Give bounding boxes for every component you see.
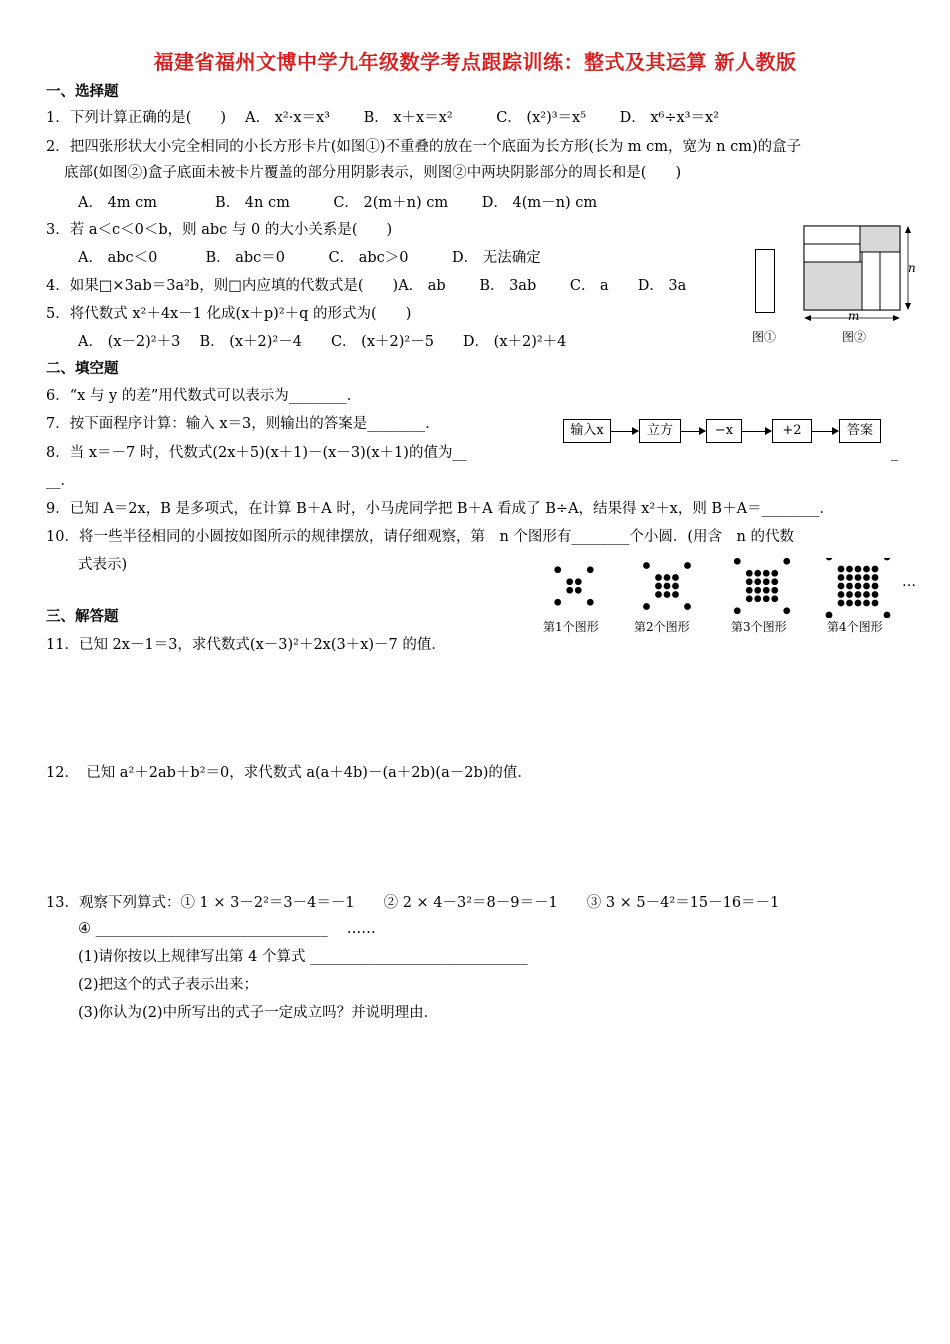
- dot: [746, 570, 753, 577]
- question-6: 6．“x 与 y 的差”用代数式可以表示为________．: [46, 388, 362, 404]
- dot: [771, 587, 778, 594]
- question-3-options: A． abc＜0 B． abc＝0 C． abc＞0 D． 无法确定: [78, 250, 541, 266]
- dot-pattern-figures: [540, 558, 920, 618]
- dot: [771, 578, 778, 585]
- flow-step-answer: 答案: [839, 419, 881, 443]
- question-9: 9．已知 A＝2x，B 是多项式，在计算 B＋A 时，小马虎同学把 B＋A 看成了 B÷A，结果得 x²＋x，则 B＋A＝________．: [46, 501, 835, 517]
- dot: [763, 578, 770, 585]
- question-8-blank-end: _: [891, 445, 899, 461]
- dot: [754, 587, 761, 594]
- question-13-item-4: ④ ________________________________ ……: [78, 921, 376, 937]
- dot: [763, 587, 770, 594]
- dot: [863, 591, 870, 598]
- dot: [838, 574, 845, 581]
- question-2-options: A． 4m cm B． 4n cm C． 2(m＋n) cm D． 4(m－n) cm: [78, 195, 598, 211]
- dot: [855, 574, 862, 581]
- flow-step-cube: 立方: [639, 419, 681, 443]
- dot: [575, 578, 582, 585]
- dot: [872, 583, 879, 590]
- corner-dot: [884, 612, 891, 618]
- figure-box-diagram: [796, 222, 926, 332]
- flow-arrow-icon: [680, 431, 705, 432]
- label-m: m: [848, 309, 860, 323]
- dot: [746, 587, 753, 594]
- question-3: 3．若 a＜c＜0＜b，则 abc 与 0 的大小关系是( ): [46, 222, 393, 238]
- question-8: 8．当 x＝－7 时，代数式(2x＋5)(x＋1)－(x－3)(x＋1)的值为__: [46, 445, 467, 461]
- dot: [566, 587, 573, 594]
- dot: [872, 574, 879, 581]
- flow-step-minus-x: −x: [706, 419, 742, 443]
- dot: [672, 574, 679, 581]
- dot: [855, 600, 862, 607]
- dot: [754, 570, 761, 577]
- corner-dot: [783, 607, 790, 614]
- corner-dot: [554, 599, 561, 606]
- dot-figure-caption-4: 第4个图形: [827, 620, 883, 634]
- dot: [672, 591, 679, 598]
- dot: [754, 595, 761, 602]
- flow-step-input: 输入x: [563, 419, 611, 443]
- flow-arrow-icon: [741, 431, 771, 432]
- figure-2-caption: 图②: [842, 330, 867, 344]
- dot: [863, 600, 870, 607]
- corner-dot: [783, 558, 790, 565]
- question-5: 5．将代数式 x²＋4x－1 化成(x＋p)²＋q 的形式为( ): [46, 306, 412, 322]
- page-title: 福建省福州文博中学九年级数学考点跟踪训练：整式及其运算 新人教版: [153, 50, 797, 74]
- section-heading-choice: 一、选择题: [46, 84, 119, 100]
- figure-card: [755, 249, 775, 313]
- figure-1-caption: 图①: [752, 330, 777, 344]
- corner-dot: [684, 562, 691, 569]
- question-11: 11．已知 2x－1＝3，求代数式(x－3)²＋2x(3＋x)－7 的值．: [46, 637, 446, 653]
- dot: [664, 591, 671, 598]
- dot: [846, 574, 853, 581]
- dot: [664, 583, 671, 590]
- question-4: 4．如果□×3ab＝3a²b，则□内应填的代数式是( )A． ab B． 3ab C． a D． 3a: [46, 278, 687, 294]
- dot: [746, 578, 753, 585]
- dot: [763, 570, 770, 577]
- dot: [575, 587, 582, 594]
- dot: [846, 583, 853, 590]
- dot: [855, 566, 862, 573]
- dot: [754, 578, 761, 585]
- question-13-part-3: (3)你认为(2)中所写出的式子一定成立吗？并说明理由．: [78, 1005, 439, 1021]
- dot-figure-caption-2: 第2个图形: [634, 620, 690, 634]
- dot: [655, 591, 662, 598]
- dot: [746, 595, 753, 602]
- dot: [771, 595, 778, 602]
- dot: [846, 566, 853, 573]
- dot: [566, 578, 573, 585]
- dot: [863, 574, 870, 581]
- dot: [855, 583, 862, 590]
- dot: [664, 574, 671, 581]
- corner-dot: [643, 603, 650, 610]
- dot: [838, 600, 845, 607]
- dot: [838, 566, 845, 573]
- question-1: 1．下列计算正确的是( ) A． x²·x＝x³ B． x＋x＝x² C． (x²)³＝x⁵ D． x⁶÷x³＝x²: [46, 110, 719, 126]
- dot-figure-caption-3: 第3个图形: [731, 620, 787, 634]
- section-heading-fill: 二、填空题: [46, 361, 119, 377]
- corner-dot: [826, 558, 833, 560]
- dot: [872, 600, 879, 607]
- dot: [771, 570, 778, 577]
- flow-step-plus-2: +2: [772, 419, 812, 443]
- question-10: 10．将一些半径相同的小圆按如图所示的规律摆放，请仔细观察，第 n 个图形有________个小圆．(用含 n 的代数: [46, 529, 794, 545]
- question-10-cont: 式表示): [78, 557, 128, 573]
- corner-dot: [587, 599, 594, 606]
- question-12: 12． 已知 a²＋2ab＋b²＝0，求代数式 a(a＋4b)－(a＋2b)(a－2b)的值．: [46, 765, 532, 781]
- corner-dot: [734, 558, 741, 565]
- dot: [872, 566, 879, 573]
- question-13-part-1: (1)请你按以上规律写出第 4 个算式 ______________________________: [78, 949, 528, 965]
- dot: [872, 591, 879, 598]
- corner-dot: [734, 607, 741, 614]
- corner-dot: [884, 558, 891, 560]
- corner-dot: [643, 562, 650, 569]
- dot-ellipsis: …: [902, 574, 916, 590]
- question-13-part-2: (2)把这个的式子表示出来；: [78, 977, 259, 993]
- corner-dot: [684, 603, 691, 610]
- question-13: 13．观察下列算式：① 1 × 3－2²＝3－4＝－1 ② 2 × 4－3²＝8－9＝－1 ③ 3 × 5－4²＝15－16＝－1: [46, 895, 780, 911]
- dot: [863, 566, 870, 573]
- question-2-cont: 底部(如图②)盒子底面未被卡片覆盖的部分用阴影表示，则图②中两块阴影部分的周长和是( ): [64, 165, 682, 181]
- dot: [846, 591, 853, 598]
- flow-arrow-icon: [610, 431, 638, 432]
- question-5-options: A． (x－2)²＋3 B． (x＋2)²－4 C． (x＋2)²－5 D． (x＋2)²＋4: [78, 334, 567, 350]
- question-8-cont: __．: [46, 473, 75, 489]
- dot: [838, 591, 845, 598]
- dot: [672, 583, 679, 590]
- dot: [763, 595, 770, 602]
- corner-dot: [554, 566, 561, 573]
- dot: [655, 583, 662, 590]
- dot: [863, 583, 870, 590]
- section-heading-solve: 三、解答题: [46, 609, 119, 625]
- dot: [846, 600, 853, 607]
- corner-dot: [587, 566, 594, 573]
- label-n: n: [908, 261, 916, 275]
- dot: [838, 583, 845, 590]
- dot: [855, 591, 862, 598]
- question-2: 2．把四张形状大小完全相同的小长方形卡片(如图①)不重叠的放在一个底面为长方形(长为 m cm，宽为 n cm)的盒子: [46, 139, 802, 155]
- question-7: 7．按下面程序计算：输入 x＝3，则输出的答案是________．: [46, 416, 440, 432]
- dot-figure-caption-1: 第1个图形: [543, 620, 599, 634]
- flow-arrow-icon: [811, 431, 838, 432]
- dot: [655, 574, 662, 581]
